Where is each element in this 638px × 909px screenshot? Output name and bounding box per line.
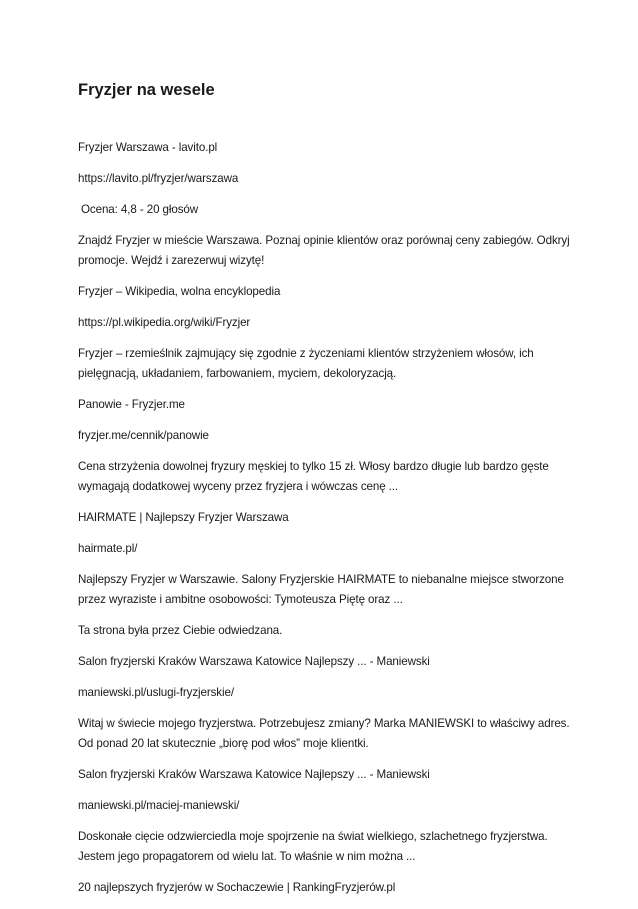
result-snippet: Fryzjer – rzemieślnik zajmujący się zgodnie z życzeniami klientów strzyżeniem włosów, ich pielęgnacją, układaniem, farbowaniem, myciem, dekoloryzacją. bbox=[78, 347, 534, 380]
result-title: Panowie - Fryzjer.me bbox=[78, 398, 185, 411]
result-url: hairmate.pl/ bbox=[78, 542, 138, 555]
result-url: https://lavito.pl/fryzjer/warszawa bbox=[78, 172, 239, 185]
result-url: fryzjer.me/cennik/panowie bbox=[78, 429, 209, 442]
result-title: Salon fryzjerski Kraków Warszawa Katowice Najlepszy ... - Maniewski bbox=[78, 655, 430, 668]
result-snippet: Doskonałe cięcie odzwierciedla moje spojrzenie na świat wielkiego, szlachetnego fryzjerstwa. Jestem jego propagatorem od wielu lat. To właśnie w nim można ... bbox=[78, 830, 548, 863]
result-url: maniewski.pl/uslugi-fryzjerskie/ bbox=[78, 686, 234, 699]
result-title: Salon fryzjerski Kraków Warszawa Katowice Najlepszy ... - Maniewski bbox=[78, 768, 430, 781]
visited-note: Ta strona była przez Ciebie odwiedzana. bbox=[78, 624, 283, 637]
result-url: https://pl.wikipedia.org/wiki/Fryzjer bbox=[78, 316, 251, 329]
result-rating: Ocena: 4,8 - 20 głosów bbox=[81, 203, 199, 216]
result-title: 20 najlepszych fryzjerów w Sochaczewie | RankingFryzjerów.pl bbox=[78, 881, 396, 894]
document-body bbox=[78, 138, 578, 909]
result-snippet: Najlepszy Fryzjer w Warszawie. Salony Fryzjerskie HAIRMATE to niebanalne miejsce stworzone przez wyraziste i ambitne osobowości: Tymoteusza Piętę oraz ... bbox=[78, 573, 564, 606]
result-snippet: Witaj w świecie mojego fryzjerstwa. Potrzebujesz zmiany? Marka MANIEWSKI to właściwy adres. Od ponad 20 lat skutecznie „biorę pod włos” moje klientki. bbox=[78, 717, 570, 750]
result-title: HAIRMATE | Najlepszy Fryzjer Warszawa bbox=[78, 511, 289, 524]
result-title: Fryzjer – Wikipedia, wolna encyklopedia bbox=[78, 285, 281, 298]
result-url: maniewski.pl/maciej-maniewski/ bbox=[78, 799, 240, 812]
result-snippet: Znajdź Fryzjer w mieście Warszawa. Poznaj opinie klientów oraz porównaj ceny zabiegów. Odkryj promocje. Wejdź i zarezerwuj wizytę! bbox=[78, 234, 570, 267]
result-snippet: Cena strzyżenia dowolnej fryzury męskiej to tylko 15 zł. Włosy bardzo długie lub bardzo gęste wymagają dodatkowej wyceny przez fryzjera i wówczas cenę ... bbox=[78, 460, 549, 493]
document-title: Fryzjer na wesele bbox=[78, 81, 215, 99]
result-title: Fryzjer Warszawa - lavito.pl bbox=[78, 141, 218, 154]
